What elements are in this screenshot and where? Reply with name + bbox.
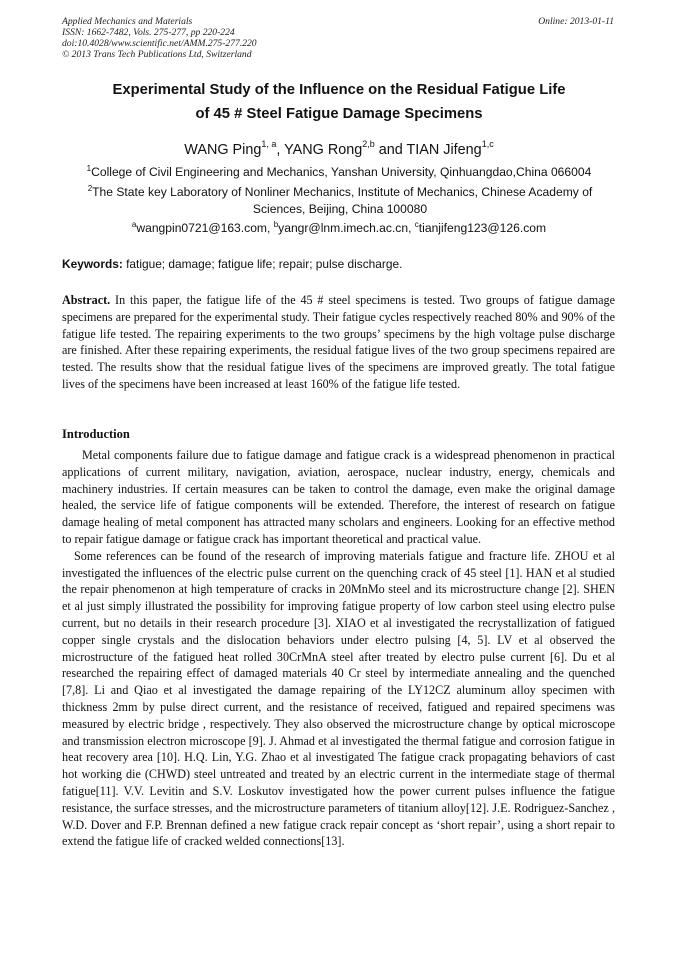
abstract-text: In this paper, the fatigue life of the 45 # steel specimens is tested. Two groups of fatigue damage specimens are prepared for the experimental study. Their fatigue cycles respectively reached 80% and 90% of the fatigue life tested. The repairing experiments to the two groups’ specimens by the high voltage pulse discharge are finished. After these repairing experiments, the residual fatigue lives of the two group specimens repaired are tested. The results show that the residual fatigue lives of the specimens are improved greatly. The total fatigue lives of the specimens have been increased at least 160% of the fatigue life tested. <box>62 293 615 391</box>
paper-title-line-2: of 45 # Steel Fatigue Damage Specimens <box>195 106 483 122</box>
doi-line: doi:10.4028/www.scientific.net/AMM.275-277.220 <box>62 38 257 49</box>
abstract <box>62 292 615 393</box>
email-superscript: a <box>131 219 137 229</box>
paragraph: Metal components failure due to fatigue damage and fatigue crack is a widespread phenomenon in practical applications of current military, navigation, aviation, aerospace, nuclear industry, energy, chemicals and machinery industries. If certain measures can be taken to control the damage, even make the original damage healed, the service life of fatigue components will be extended. Therefore, the interest of research on fatigue damage healing of metal component has attracted many scholars and engineers. Looking for an effective method to repair fatigue damage or fatigue crack has important theoretical and practical value. <box>62 448 615 546</box>
author-emails <box>40 220 638 237</box>
abstract-label: Abstract. <box>62 293 111 307</box>
keywords <box>62 256 614 272</box>
affiliation-text: College of Civil Engineering and Mechanics, Yanshan University, Qinhuangdao,China 066004 <box>91 165 592 179</box>
paper-title-line-1: Experimental Study of the Influence on the Residual Fatigue Life <box>112 82 566 98</box>
email-address: wangpin0721@163.com, <box>136 221 274 235</box>
affiliation-1 <box>40 164 638 181</box>
author-separator: , <box>276 142 285 158</box>
copyright-line: © 2013 Trans Tech Publications Ltd, Switzerland <box>62 49 252 60</box>
affiliation-superscript: 1 <box>86 163 92 173</box>
author-name: WANG Ping <box>184 142 262 158</box>
introduction-body <box>62 447 615 850</box>
author-name: YANG Rong <box>284 142 363 158</box>
author-superscript: 1, a <box>261 139 277 150</box>
affiliation-2 <box>60 184 620 218</box>
issn-line: ISSN: 1662-7482, Vols. 275-277, pp 220-224 <box>62 27 235 38</box>
author-separator: and <box>374 142 407 158</box>
affiliation-text: The State key Laboratory of Nonliner Mechanics, Institute of Mechanics, Chinese Academy of Sciences, Beijing, China 100080 <box>92 185 593 216</box>
section-heading-introduction: Introduction <box>62 427 130 441</box>
email-superscript: c <box>414 219 419 229</box>
online-date: Online: 2013-01-11 <box>538 16 614 27</box>
paragraph: Some references can be found of the research of improving materials fatigue and fracture life. ZHOU et al investigated the influences of the electric pulse current on the quenching crack of 45 steel [1]. HAN et al studied the repair phenomenon at high temperature of cracks in 20MnMo steel and its microstructure change [2]. SHEN et al just simply illustrated the possibility for improving fatigue property of low carbon steel using electro pulse current, but no details in their research procedure [3]. XIAO et al investigated the recrystallization of fatigued copper single crystals and the dislocation behaviors under electro pulsing [4, 5]. LV et al observed the microstructure of the fatigued heat rolled 30CrMnA steel after treated by electro pulse current [6]. Du et al researched the repairing effect of damaged materials 40 Cr steel by intermediate annealing and the quenched [7,8]. Li and Qiao et al investigated the damage repairing of the LY12CZ aluminum alloy specimen with thickness 2mm by pulse direct current, and the resistance of received, fatigued and repaired specimens was measured by electric bridge , respectively. They also observed the microstructure change by optical microscope and transmission electron microscope [9]. J. Ahmad et al investigated the thermal fatigue and corrosion fatigue in heat recovery area [10]. H.Q. Lin, Y.G. Zhao et al investigated The fatigue crack propagating behaviors of cast hot working die (CHWD) steel untreated and treated by an electric current in the intermediate stage of thermal fatigue[11]. V.V. Levitin and S.V. Loskutov investigated how the power current pulses influence the fatigue resistance, the surface stresses, and the microstructure parameters of titanium alloy[12]. J.E. Rodriguez-Sanchez , W.D. Dover and F.P. Brennan defined a new fatigue crack repair concept as ‘short repair’, using a short repair to extend the fatigue life of cracked welded connections[13]. <box>62 548 615 849</box>
email-address: yangr@lnm.imech.ac.cn, <box>278 221 415 235</box>
email-superscript: b <box>273 219 279 229</box>
affiliation-superscript: 2 <box>87 183 93 193</box>
author-name: TIAN Jifeng <box>406 142 482 158</box>
author-list <box>40 141 638 159</box>
keywords-text: fatigue; damage; fatigue life; repair; pulse discharge. <box>122 257 403 271</box>
author-superscript: 2,b <box>362 139 375 150</box>
journal-name: Applied Mechanics and Materials <box>62 16 193 27</box>
author-superscript: 1,c <box>481 139 494 150</box>
journal-header <box>62 16 614 60</box>
email-address: tianjifeng123@126.com <box>418 221 547 235</box>
keywords-label: Keywords: <box>62 257 123 271</box>
